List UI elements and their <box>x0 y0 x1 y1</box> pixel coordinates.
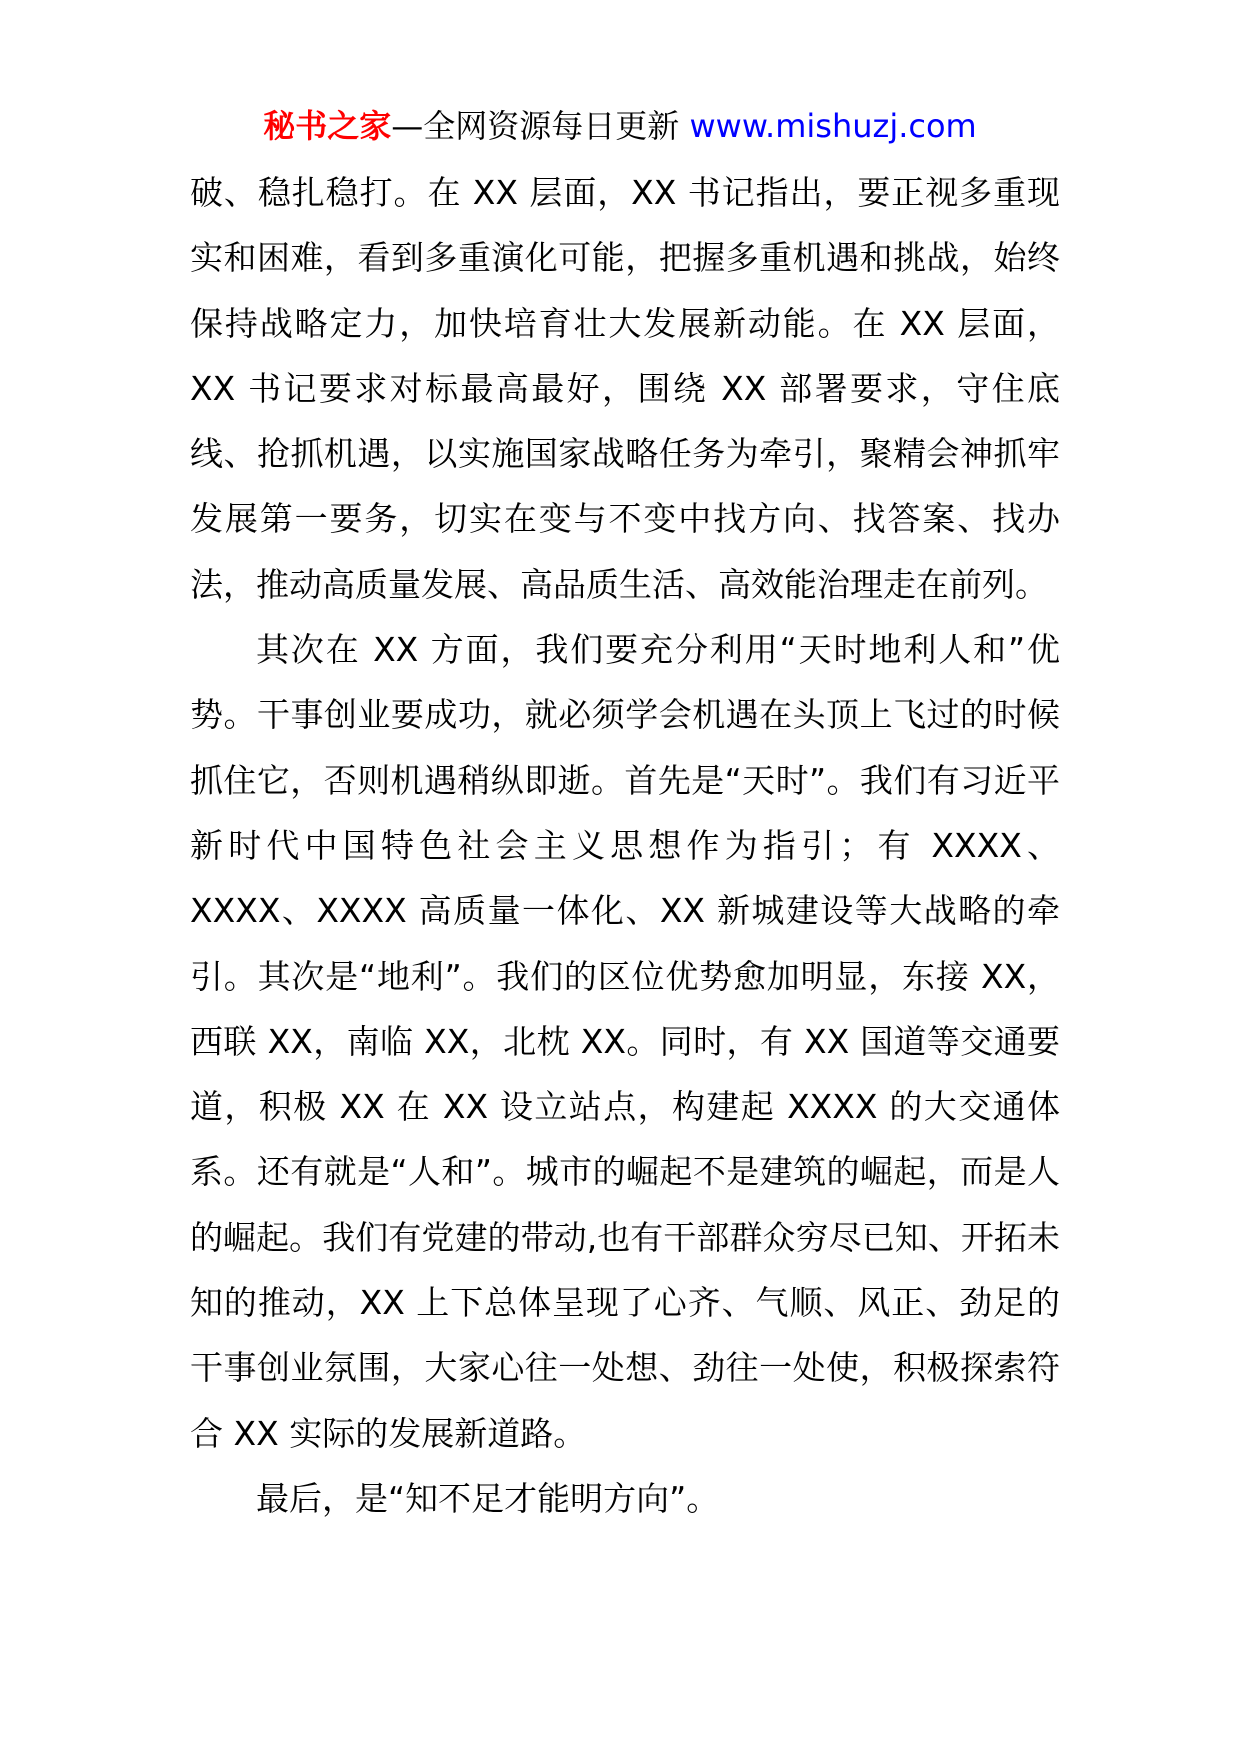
brand-name: 秘书之家 <box>263 107 392 145</box>
document-body <box>190 160 1060 1531</box>
page-header <box>0 104 1240 148</box>
paragraph-final: 最后，是“知不足才能明方向”。 <box>256 1478 720 1518</box>
paragraph-second-aspect: 其次在 XX 方面，我们要充分利用“天时地利人和”优势。干事创业要成功，就必须学会机遇在头顶上飞过的时候抓住它，否则机遇稍纵即逝。首先是“天时”。我们有习近平新时代中国特色社会主义思想作为指引；有 XXXX、XXXX、XXXX 高质量一体化、XX 新城建设等大战略的牵引。其次是“地利”。我们的区位优势愈加明显，东接 XX，西联 XX，南临 XX，北枕 XX。同时，有 XX 国道等交通要道，积极 XX 在 XX 设立站点，构建起 XXXX 的大交通体系。还有就是“人和”。城市的崛起不是建筑的崛起，而是人的崛起。我们有党建的带动,也有干部群众穷尽已知、开拓未知的推动，XX 上下总体呈现了心齐、气顺、风正、劲足的干事创业氛围，大家心往一处想、劲往一处使，积极探索符合 XX 实际的发展新道路。 <box>190 630 1060 1453</box>
paragraph-continued: 破、稳扎稳打。在 XX 层面，XX 书记指出，要正视多重现实和困难，看到多重演化可能，把握多重机遇和挑战，始终保持战略定力，加快培育壮大发展新动能。在 XX 层面，XX 书记要求对标最高最好，围绕 XX 部署要求，守住底线、抢抓机遇，以实施国家战略任务为牵引，聚精会神抓牢发展第一要务，切实在变与不变中找方向、找答案、找办法，推动高质量发展、高品质生活、高效能治理走在前列。 <box>190 173 1060 604</box>
site-url[interactable]: www.mishuzj.com <box>689 107 977 145</box>
header-tagline: —全网资源每日更新 <box>391 107 690 145</box>
